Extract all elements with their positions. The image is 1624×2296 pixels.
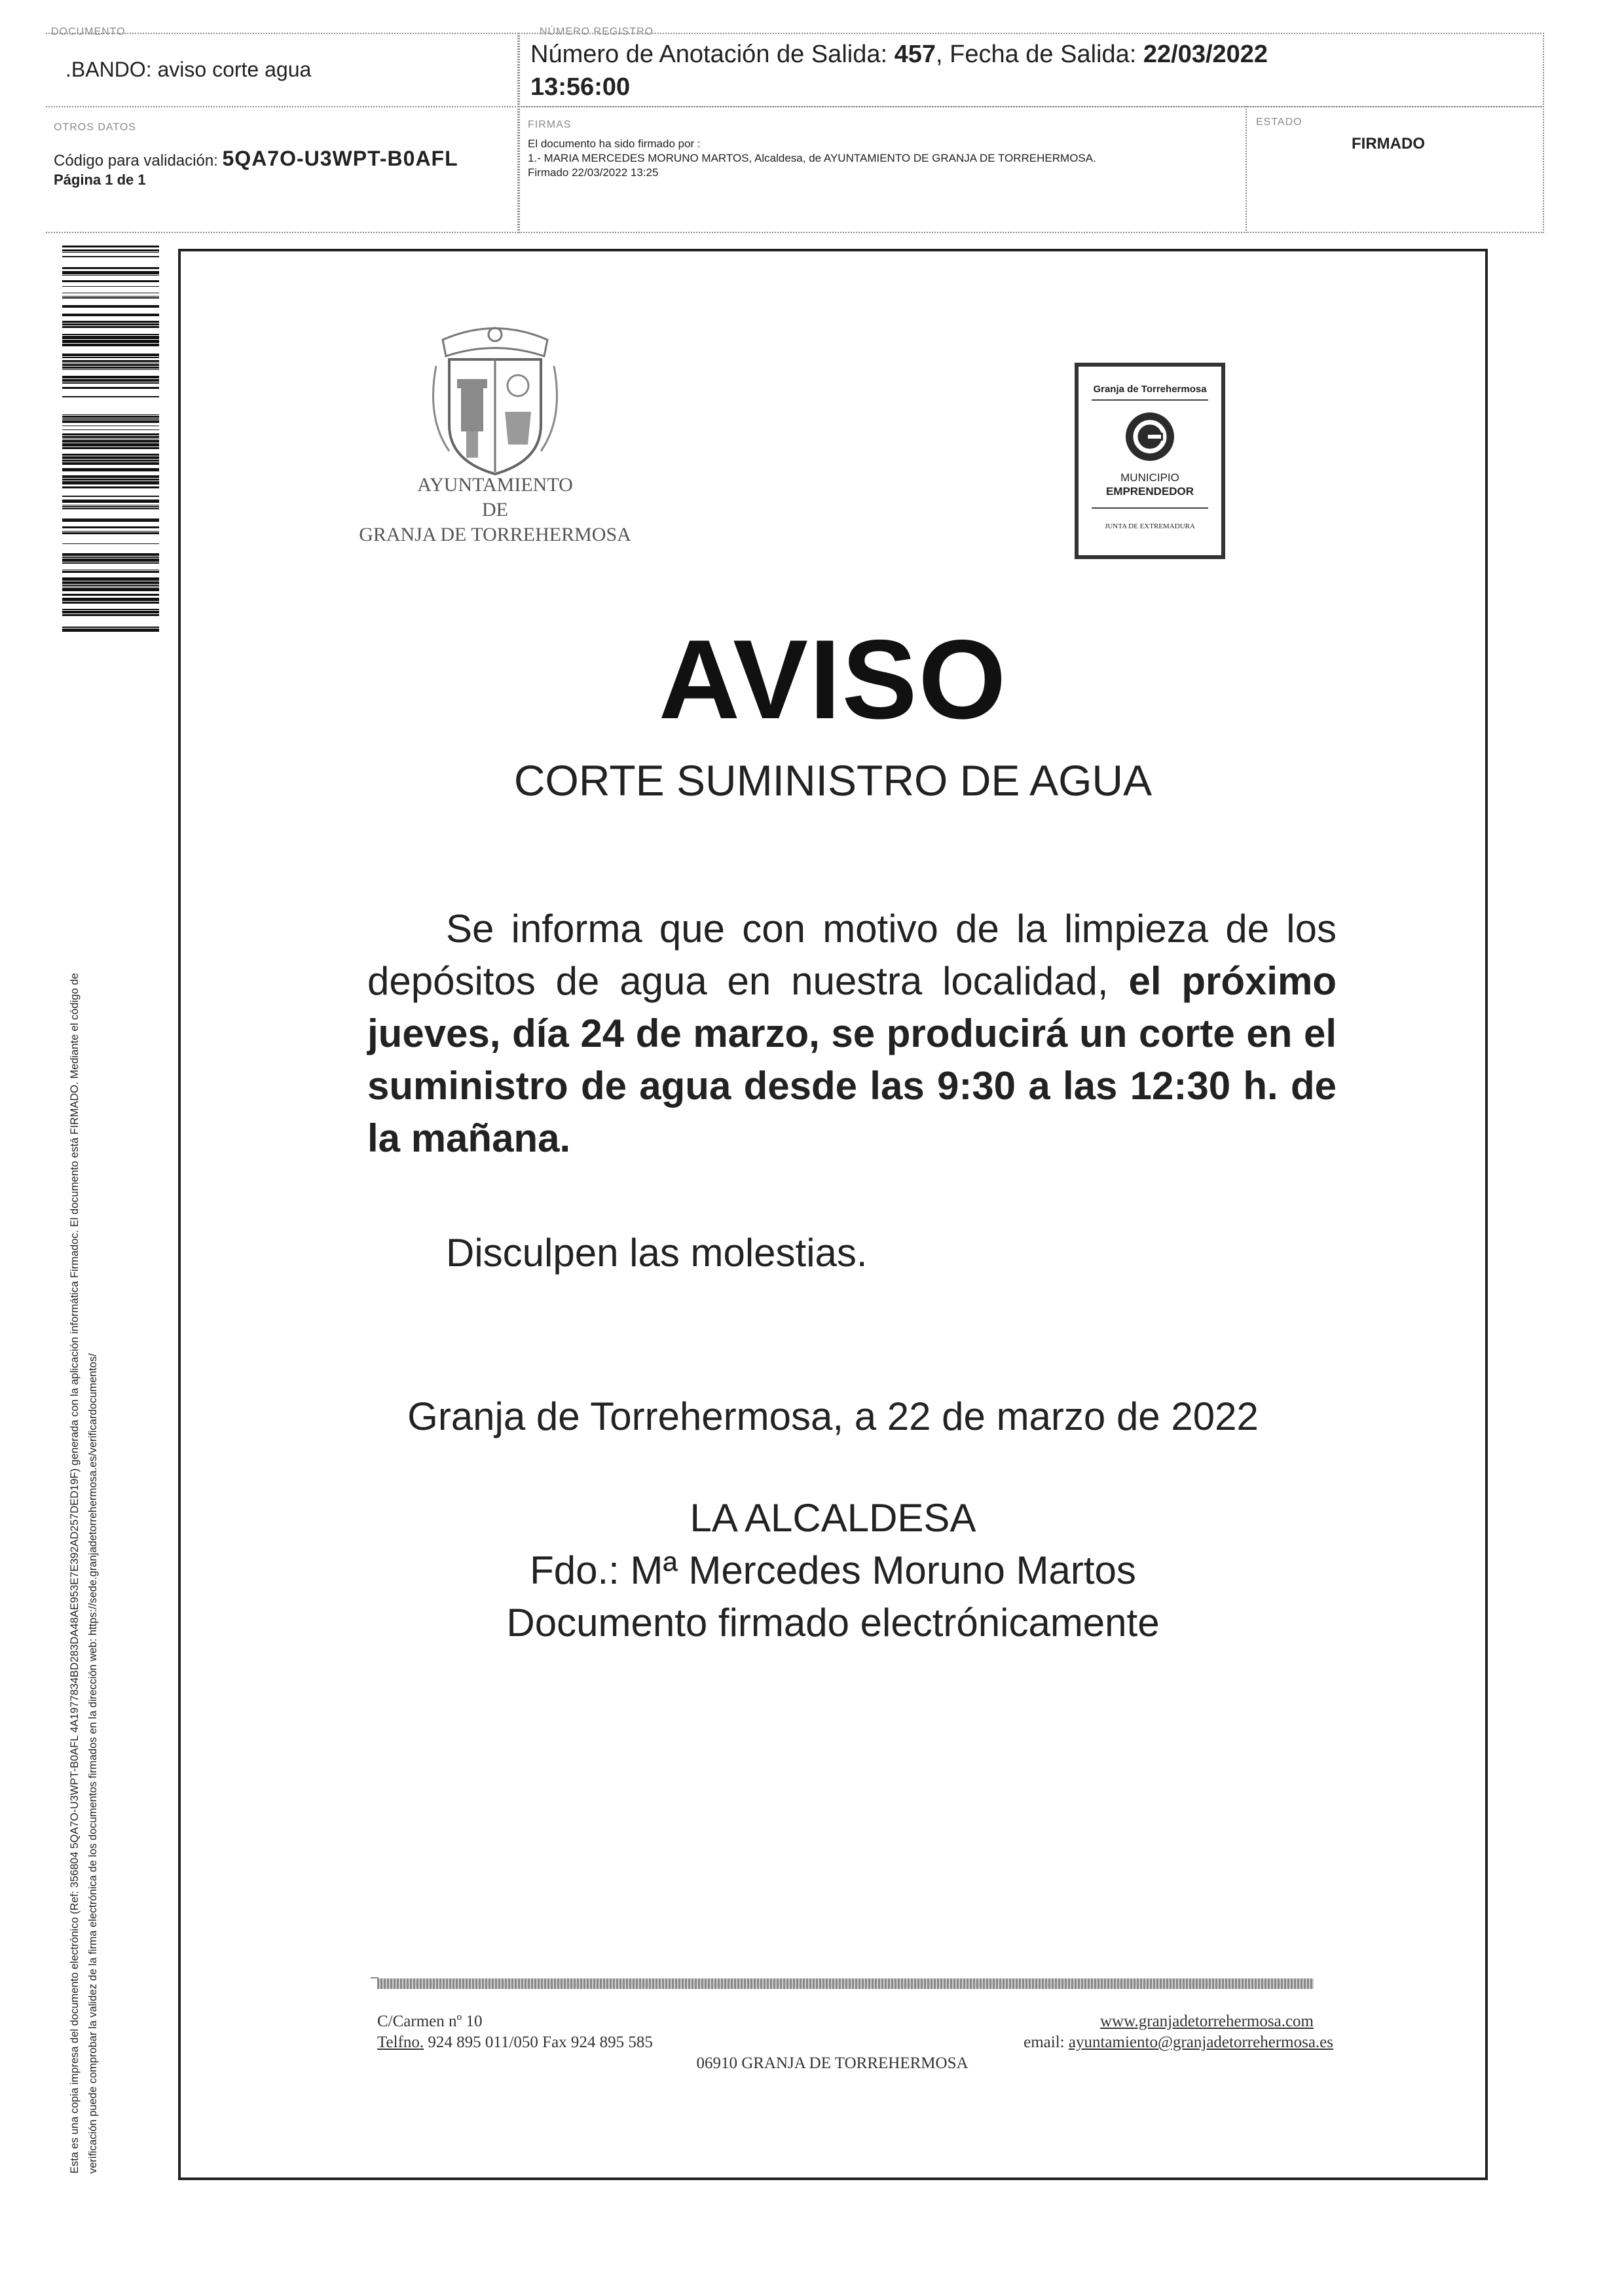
header-document-cell: [46, 26, 519, 107]
power-logo-icon: [1124, 411, 1175, 462]
barcode-bar: [62, 357, 159, 358]
margin-line-1: Esta es una copia impresa del documento electrónico (Ref: 356804 5QA7O-U3WPT-B0AFL 4A1977834BD283DA48AE953E7E392AD257DED19F) generada con la aplicación informática Firmadoc. El documento está FIRMADO. Mediante el código de: [69, 973, 81, 2174]
barcode-bar: [62, 344, 159, 346]
barcode-bar: [62, 256, 159, 257]
document-name: aviso corte agua: [157, 58, 312, 81]
document-prefix: .BANDO:: [65, 58, 152, 81]
crest-line-1: AYUNTAMIENTO: [417, 474, 573, 496]
barcode-bar: [62, 532, 159, 534]
badge-divider: [1092, 399, 1208, 401]
signer-name: Fdo.: Mª Mercedes Moruno Martos: [530, 1548, 1136, 1592]
barcode-bar: [62, 246, 159, 247]
barcode-bar: [62, 460, 159, 462]
registry-time: 13:56:00: [530, 73, 631, 101]
barcode-bar: [62, 387, 159, 389]
barcode-bar: [62, 433, 159, 435]
barcode-bar: [62, 364, 159, 366]
coat-of-arms-icon: [423, 320, 567, 477]
validation-code: [54, 147, 458, 171]
barcode-bar: [62, 456, 159, 459]
signatures-line-1: El documento ha sido firmado por :: [528, 137, 701, 150]
barcode-bar: [62, 367, 159, 369]
validation-code-prefix: Código para validación:: [54, 152, 218, 170]
verification-margin-text: [65, 655, 102, 2174]
notice-body-plain: Se informa que con motivo de la limpieza de los depósitos de agua en nuestra localidad,: [367, 907, 1337, 1003]
barcode-bar: [62, 379, 159, 382]
notice-subtitle: CORTE SUMINISTRO DE AGUA: [513, 756, 1153, 805]
barcode-bar: [62, 543, 159, 544]
footer-address: C/Carmen nº 10: [377, 2013, 483, 2030]
barcode-bar: [62, 486, 159, 488]
barcode-bar: [62, 354, 159, 356]
footer-phone-label: Telfno.: [377, 2033, 424, 2051]
date-prefix: , Fecha de Salida:: [936, 41, 1137, 68]
barcode-bar: [62, 275, 159, 276]
barcode-bar: [62, 598, 159, 601]
signer-role: LA ALCALDESA: [690, 1496, 976, 1540]
barcode-bar: [62, 416, 159, 418]
barcode-bar: [62, 614, 159, 616]
barcode-bar: [62, 609, 159, 610]
footer-phone-value: 924 895 011/050 Fax 924 895 585: [428, 2033, 653, 2051]
documento-label: DOCUMENTO: [51, 26, 126, 37]
footer-phone: [377, 2033, 653, 2052]
barcode-bar: [62, 506, 159, 507]
barcode-bar: [62, 321, 159, 323]
barcode-bar: [62, 558, 159, 562]
barcode-bar: [62, 420, 159, 423]
barcode-bar: [62, 602, 159, 604]
notice-title: AVISO: [658, 617, 1008, 742]
margin-line-2: verificación puede comprobar la validez de la firma electrónica de los documentos firmados en la dirección web: https://sede.granjadetorrehermosa.es/verificardocumentos/: [87, 1353, 99, 2174]
signature-note: Documento firmado electrónicamente: [506, 1601, 1160, 1645]
crest-line-3: GRANJA DE TORREHERMOSA: [359, 524, 631, 545]
barcode-bar: [62, 629, 159, 632]
barcode-bar: [62, 479, 159, 481]
barcode-bar: [62, 627, 159, 628]
notice-body: [367, 903, 1337, 1165]
barcode-bar: [62, 594, 159, 596]
barcode-bar: [62, 429, 159, 430]
barcode-bar: [62, 340, 159, 343]
header-other-data-cell: [46, 106, 519, 233]
barcode-bar: [62, 336, 159, 339]
barcode-bar: [62, 556, 159, 558]
otros-datos-label: OTROS DATOS: [54, 122, 136, 133]
document-title: [65, 58, 311, 82]
registry-date: 22/03/2022: [1143, 41, 1268, 68]
badge-divider-2: [1092, 507, 1208, 509]
barcode-bar: [62, 360, 159, 362]
barcode-bar: [62, 581, 159, 584]
barcode-bar: [62, 468, 159, 471]
barcode-bar: [62, 286, 159, 287]
header-signatures-cell: [519, 106, 1247, 233]
barcode-bar: [62, 369, 159, 370]
notice-body-bold: el próximo jueves, día 24 de marzo, se producirá un corte en el suministro de agua desde las 9:30 a las 12:30 h. de la mañana.: [367, 959, 1337, 1160]
barcode-bar: [62, 443, 159, 446]
barcode-bar: [62, 414, 159, 415]
badge-line-2: EMPRENDEDOR: [1105, 485, 1194, 498]
barcode-bar: [62, 577, 159, 581]
barcode-bar: [62, 519, 159, 522]
barcode-bar: [62, 475, 159, 478]
registry-number: 457: [894, 41, 936, 68]
footer-web-link[interactable]: www.granjadetorrehermosa.com: [1099, 2013, 1314, 2030]
barcode-bar: [62, 271, 159, 274]
crest-line-2: DE: [482, 499, 508, 520]
signatures-line-3: Firmado 22/03/2022 13:25: [528, 166, 659, 179]
barcode-bar: [62, 323, 159, 325]
apology: Disculpen las molestias.: [446, 1231, 868, 1275]
footer-rule: [377, 1978, 1314, 1989]
place-and-date: Granja de Torrehermosa, a 22 de marzo de 2022: [407, 1394, 1259, 1438]
barcode-bar: [62, 553, 159, 556]
barcode-icon: [62, 246, 159, 632]
registry-prefix: Número de Anotación de Salida:: [530, 41, 888, 68]
barcode-bar: [62, 496, 159, 497]
registro-label: NÚMERO REGISTRO: [540, 26, 654, 37]
footer-email-label: email:: [1024, 2033, 1065, 2051]
barcode-bar: [62, 508, 159, 509]
barcode-bar: [62, 334, 159, 335]
barcode-bar: [62, 440, 159, 443]
barcode-bar: [62, 376, 159, 378]
barcode-bar: [62, 418, 159, 420]
barcode-bar: [62, 296, 159, 297]
barcode-bar: [62, 314, 159, 316]
barcode-bar: [62, 571, 159, 573]
barcode-bar: [62, 500, 159, 503]
badge-bottom-text: JUNTA DE EXTREMADURA: [1105, 522, 1195, 530]
barcode-bar: [62, 588, 159, 591]
status-value: FIRMADO: [1352, 135, 1425, 153]
signatures-line-2: 1.- MARIA MERCEDES MORUNO MARTOS, Alcaldesa, de AYUNTAMIENTO DE GRANJA DE TORREHERMOSA.: [528, 152, 1096, 164]
badge-line-1: MUNICIPIO: [1120, 471, 1179, 484]
barcode-bar: [62, 267, 159, 269]
barcode-bar: [62, 585, 159, 586]
estado-label: ESTADO: [1256, 117, 1302, 128]
footer-email-link[interactable]: ayuntamiento@granjadetorrehermosa.es: [1068, 2033, 1333, 2051]
header-status-cell: [1246, 106, 1544, 233]
footer-web[interactable]: [1045, 2013, 1314, 2031]
barcode-bar: [62, 297, 159, 299]
barcode-bar: [62, 382, 159, 384]
barcode-bar: [62, 305, 159, 308]
validation-code-value: 5QA7O-U3WPT-B0AFL: [222, 147, 458, 170]
barcode-bar: [62, 280, 159, 282]
barcode-bar: [62, 447, 159, 449]
barcode-bar: [62, 481, 159, 484]
barcode-bar: [62, 611, 159, 613]
firmas-label: FIRMAS: [528, 119, 572, 130]
registry-line: [530, 41, 1268, 69]
barcode-bar: [62, 396, 159, 397]
footer-postal: 06910 GRANJA DE TORREHERMOSA: [696, 2054, 969, 2072]
notice-frame: [178, 249, 1488, 2180]
barcode-bar: [62, 326, 159, 328]
header-registry-cell: [519, 26, 1544, 107]
barcode-bar: [62, 526, 159, 528]
barcode-bar: [62, 454, 159, 456]
page-indicator: Página 1 de 1: [54, 172, 146, 188]
barcode-bar: [62, 252, 159, 253]
barcode-bar: [62, 562, 159, 564]
municipio-emprendedor-badge: [1075, 363, 1225, 559]
barcode-bar: [62, 462, 159, 465]
footer-email[interactable]: [875, 2033, 1333, 2052]
barcode-bar: [62, 531, 159, 532]
barcode-bar: [62, 436, 159, 438]
barcode-bar: [62, 249, 159, 251]
badge-top-text: Granja de Torrehermosa: [1093, 384, 1207, 395]
